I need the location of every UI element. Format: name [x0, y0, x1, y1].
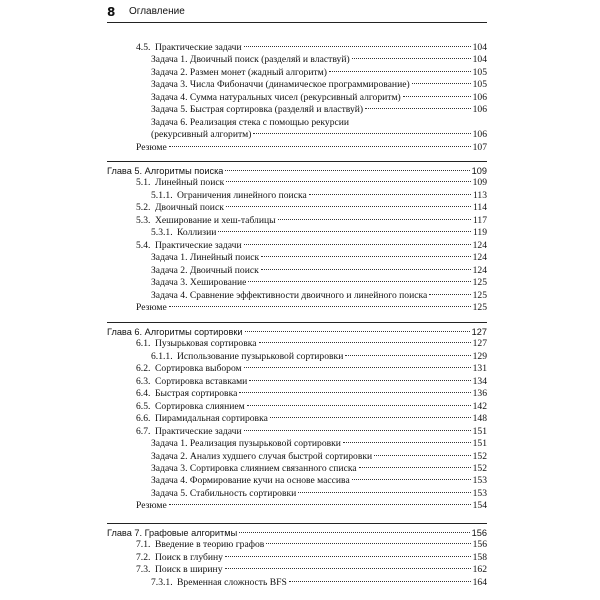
- toc-entry-title: Сортировка слиянием: [155, 400, 245, 412]
- toc-entry-page: 127: [471, 327, 487, 337]
- dot-leader: [365, 108, 470, 109]
- toc-entry-page: 105: [472, 79, 487, 91]
- toc-entry[interactable]: [151, 54, 487, 66]
- toc-entry-number: 5.3.1.: [151, 227, 173, 239]
- toc-entry-title: Резюме: [136, 500, 167, 512]
- toc-entry[interactable]: [136, 215, 487, 227]
- dot-leader: [352, 479, 471, 480]
- toc-entry-title: Резюме: [136, 141, 167, 153]
- toc-entry-title: Задача 3. Числа Фибоначчи (динамическое программирование): [151, 79, 410, 91]
- toc-entry-title: Задача 5. Стабильность сортировки: [151, 487, 297, 499]
- toc-entry-page: 119: [472, 227, 487, 239]
- chapter-divider: [107, 161, 487, 162]
- dot-leader: [226, 206, 471, 207]
- dot-leader: [329, 71, 471, 72]
- toc-entry-title: Глава 6. Алгоритмы сортировки: [107, 327, 243, 337]
- dot-leader: [226, 181, 470, 182]
- dot-leader: [244, 46, 471, 47]
- chapter-divider: [107, 322, 487, 323]
- toc-entry-page: 114: [472, 202, 487, 214]
- toc-entry-number: 5.4.: [136, 239, 151, 251]
- toc-entry[interactable]: [151, 577, 487, 589]
- toc-entry-page: 109: [472, 177, 487, 189]
- toc-entry[interactable]: [136, 338, 487, 350]
- toc-entry-page: 134: [472, 375, 487, 387]
- toc-entry-title: Резюме: [136, 301, 167, 313]
- toc-entry-title: Временная сложность BFS: [177, 576, 287, 588]
- toc-entry-title: Использование пузырьковой сортировки: [177, 350, 344, 362]
- toc-entry-number: 5.3.: [136, 214, 151, 226]
- toc-entry[interactable]: [151, 451, 487, 463]
- toc-entry[interactable]: [136, 202, 487, 214]
- toc-entry-page: 106: [472, 104, 487, 116]
- toc-entry[interactable]: [136, 500, 487, 512]
- toc-entry-page: 104: [472, 54, 487, 66]
- dot-leader: [298, 492, 470, 493]
- toc-entry[interactable]: [151, 277, 487, 289]
- toc-entry[interactable]: [136, 142, 487, 154]
- dot-leader: [270, 417, 471, 418]
- dot-leader: [218, 231, 471, 232]
- dot-leader: [248, 281, 470, 282]
- toc-entry[interactable]: [136, 302, 487, 314]
- toc-entry-title: Задача 3. Хеширование: [151, 277, 247, 289]
- toc-entry-title: Пузырьковая сортировка: [155, 338, 257, 350]
- toc-entry-page: 153: [472, 487, 487, 499]
- toc-entry[interactable]: [136, 42, 487, 54]
- dot-leader: [403, 96, 471, 97]
- toc-entry-title: Задача 2. Размен монет (жадный алгоритм): [151, 66, 327, 78]
- toc-entry-title: Быстрая сортировка: [155, 388, 238, 400]
- toc-entry-page: 129: [472, 350, 487, 362]
- toc-entry-page: 124: [472, 252, 487, 264]
- dot-leader: [343, 442, 471, 443]
- toc-entry[interactable]: [136, 401, 487, 413]
- toc-entry-title: Глава 5. Алгоритмы поиска: [107, 166, 224, 176]
- toc-entry-page: 151: [472, 425, 487, 437]
- toc-entry[interactable]: [151, 475, 487, 487]
- dot-leader: [244, 367, 471, 368]
- toc-entry-title: Задача 2. Анализ худшего случая быстрой сортировки: [151, 450, 373, 462]
- toc-entry[interactable]: [136, 363, 487, 375]
- toc-entry-title: Задача 1. Линейный поиск: [151, 252, 260, 264]
- dot-leader: [266, 543, 470, 544]
- dot-leader: [169, 146, 471, 147]
- toc-entry-page: 154: [472, 500, 487, 512]
- dot-leader: [359, 467, 471, 468]
- toc-entry-number: 7.3.: [136, 564, 151, 576]
- toc-entry-number: 5.1.1.: [151, 189, 173, 201]
- dot-leader: [225, 170, 469, 171]
- toc-entry-page: 153: [472, 475, 487, 487]
- toc-entry[interactable]: [151, 104, 487, 116]
- toc-entry-page: 164: [472, 576, 487, 588]
- toc-entry-page: 124: [472, 264, 487, 276]
- toc-entry-title: Задача 4. Сумма натуральных чисел (рекурсивный алгоритм): [151, 91, 401, 103]
- dot-leader: [412, 83, 471, 84]
- dot-leader: [261, 256, 470, 257]
- toc-entry[interactable]: [136, 552, 487, 564]
- toc-entry[interactable]: [151, 265, 487, 277]
- toc-entry-title: Введение в теорию графов: [155, 539, 265, 551]
- toc-entry-title: (рекурсивный алгоритм): [151, 129, 252, 141]
- toc-entry-page: 152: [472, 450, 487, 462]
- toc-entry-number: 6.3.: [136, 375, 151, 387]
- toc-entry-page: 125: [472, 289, 487, 301]
- page-number: 8: [107, 5, 116, 19]
- toc-entry-page: 136: [472, 388, 487, 400]
- toc-entry-number: 5.2.: [136, 202, 151, 214]
- toc-entry-title: Задача 1. Реализация пузырьковой сортировки: [151, 438, 341, 450]
- toc-entry-title: Практические задачи: [155, 42, 242, 53]
- toc-entry[interactable]: [151, 79, 487, 91]
- toc-entry-page: 107: [472, 141, 487, 153]
- dot-leader: [247, 405, 471, 406]
- dot-leader: [253, 133, 470, 134]
- toc-entry-title: Поиск в ширину: [155, 564, 223, 576]
- toc-entry[interactable]: [151, 129, 487, 141]
- toc-entry-title: Задача 4. Формирование кучи на основе массива: [151, 475, 350, 487]
- toc-entry[interactable]: [151, 92, 487, 104]
- toc-entry[interactable]: [151, 252, 487, 264]
- toc-entry-title: Поиск в глубину: [155, 551, 223, 563]
- toc-entry-number: 6.1.1.: [151, 350, 173, 362]
- dot-leader: [244, 244, 471, 245]
- dot-leader: [374, 455, 470, 456]
- toc-entry[interactable]: [136, 240, 487, 252]
- toc-entry[interactable]: [136, 539, 487, 551]
- toc-entry-page: 109: [471, 166, 487, 176]
- toc-entry-title: Задача 6. Реализация стека с помощью рекурсии: [151, 116, 350, 128]
- toc-entry[interactable]: [136, 426, 487, 438]
- toc-entry-number: 4.5.: [136, 42, 151, 53]
- dot-leader: [278, 219, 471, 220]
- toc-entry-number: 6.4.: [136, 388, 151, 400]
- toc-entry-number: 7.3.1.: [151, 576, 173, 588]
- dot-leader: [239, 392, 470, 393]
- toc-entry-number: 7.2.: [136, 551, 151, 563]
- toc-entry-number: 6.6.: [136, 413, 151, 425]
- dot-leader: [352, 58, 471, 59]
- toc-entry-page: 125: [472, 277, 487, 289]
- toc-chapter-entry[interactable]: [107, 165, 487, 177]
- dot-leader: [245, 331, 470, 332]
- toc-entry[interactable]: [136, 376, 487, 388]
- toc-entry-page: 106: [472, 91, 487, 103]
- toc-entry-title: Коллизии: [177, 227, 217, 239]
- toc-entry-page: 158: [472, 551, 487, 563]
- dot-leader: [261, 269, 471, 270]
- dot-leader: [225, 556, 471, 557]
- dot-leader: [249, 380, 470, 381]
- toc-entry-title: Пирамидальная сортировка: [155, 413, 268, 425]
- toc-entry-title: Хеширование и хеш-таблицы: [155, 214, 276, 226]
- running-title: Оглавление: [129, 6, 185, 17]
- dot-leader: [345, 355, 470, 356]
- toc-entry-page: 131: [472, 363, 487, 375]
- toc-entry-title: Задача 1. Двоичный поиск (разделяй и властвуй): [151, 54, 350, 66]
- toc-chapter-entry[interactable]: [107, 527, 487, 539]
- toc-entry-title: Глава 7. Графовые алгоритмы: [107, 528, 238, 538]
- toc-entry[interactable]: [151, 290, 487, 302]
- toc-entry-number: 5.1.: [136, 177, 151, 189]
- toc-entry-page: 156: [472, 539, 487, 551]
- toc-entry-page: 152: [472, 462, 487, 474]
- dot-leader: [429, 294, 470, 295]
- toc-entry-number: 7.1.: [136, 539, 151, 551]
- toc-entry-page: 104: [472, 42, 487, 53]
- toc-entry[interactable]: [151, 351, 487, 363]
- dot-leader: [309, 194, 471, 195]
- toc-chapter-entry[interactable]: [107, 326, 487, 338]
- toc-entry-number: 6.1.: [136, 338, 151, 350]
- toc-entry-page: 117: [472, 214, 487, 226]
- toc-entry-page: 106: [472, 129, 487, 141]
- toc-entry-page: 105: [472, 66, 487, 78]
- toc-entry-number: 6.2.: [136, 363, 151, 375]
- dot-leader: [239, 532, 469, 533]
- toc-entry-page: 148: [472, 413, 487, 425]
- chapter-divider: [107, 523, 487, 524]
- toc-entry-title: Сортировка выбором: [155, 363, 242, 375]
- toc-entry-page: 124: [472, 239, 487, 251]
- toc-entry[interactable]: [151, 227, 487, 239]
- toc-entry-page: 142: [472, 400, 487, 412]
- header-rule: [107, 22, 487, 23]
- toc-entry-title: Задача 5. Быстрая сортировка (разделяй и властвуй): [151, 104, 364, 116]
- toc-entry-page: 151: [472, 438, 487, 450]
- toc-entry[interactable]: [151, 190, 487, 202]
- dot-leader: [225, 568, 471, 569]
- dot-leader: [289, 581, 471, 582]
- toc-entry-page: 113: [472, 189, 487, 201]
- dot-leader: [244, 430, 471, 431]
- toc-entry-title: Линейный поиск: [155, 177, 225, 189]
- toc-entry-page: 156: [471, 528, 487, 538]
- toc-entry-page: 162: [472, 564, 487, 576]
- toc-entry-title: Сортировка вставками: [155, 375, 248, 387]
- dot-leader: [169, 306, 471, 307]
- page-header: [107, 5, 487, 23]
- toc-entry-title: Задача 3. Сортировка слиянием связанного списка: [151, 462, 357, 474]
- toc-entry-page: 125: [472, 301, 487, 313]
- toc-entry-title: Двоичный поиск: [155, 202, 224, 214]
- toc-entry-title: Практические задачи: [155, 239, 242, 251]
- toc-entry-page: 127: [472, 338, 487, 350]
- toc-entry[interactable]: [136, 177, 487, 189]
- toc-entry[interactable]: [151, 67, 487, 79]
- toc-entry-number: 6.5.: [136, 400, 151, 412]
- toc-entry[interactable]: [151, 488, 487, 500]
- toc-entry-title: Практические задачи: [155, 425, 242, 437]
- toc-entry[interactable]: [136, 388, 487, 400]
- toc-entry[interactable]: [136, 564, 487, 576]
- toc-entry-number: 6.7.: [136, 425, 151, 437]
- toc-entry-title: Задача 4. Сравнение эффективности двоичного и линейного поиска: [151, 289, 428, 301]
- dot-leader: [259, 342, 471, 343]
- toc-entry[interactable]: [136, 413, 487, 425]
- toc-entry[interactable]: [151, 438, 487, 450]
- toc-entry[interactable]: [151, 463, 487, 475]
- toc-entry-title: Задача 2. Двоичный поиск: [151, 264, 259, 276]
- dot-leader: [169, 504, 471, 505]
- toc-entry-title: Ограничения линейного поиска: [177, 189, 307, 201]
